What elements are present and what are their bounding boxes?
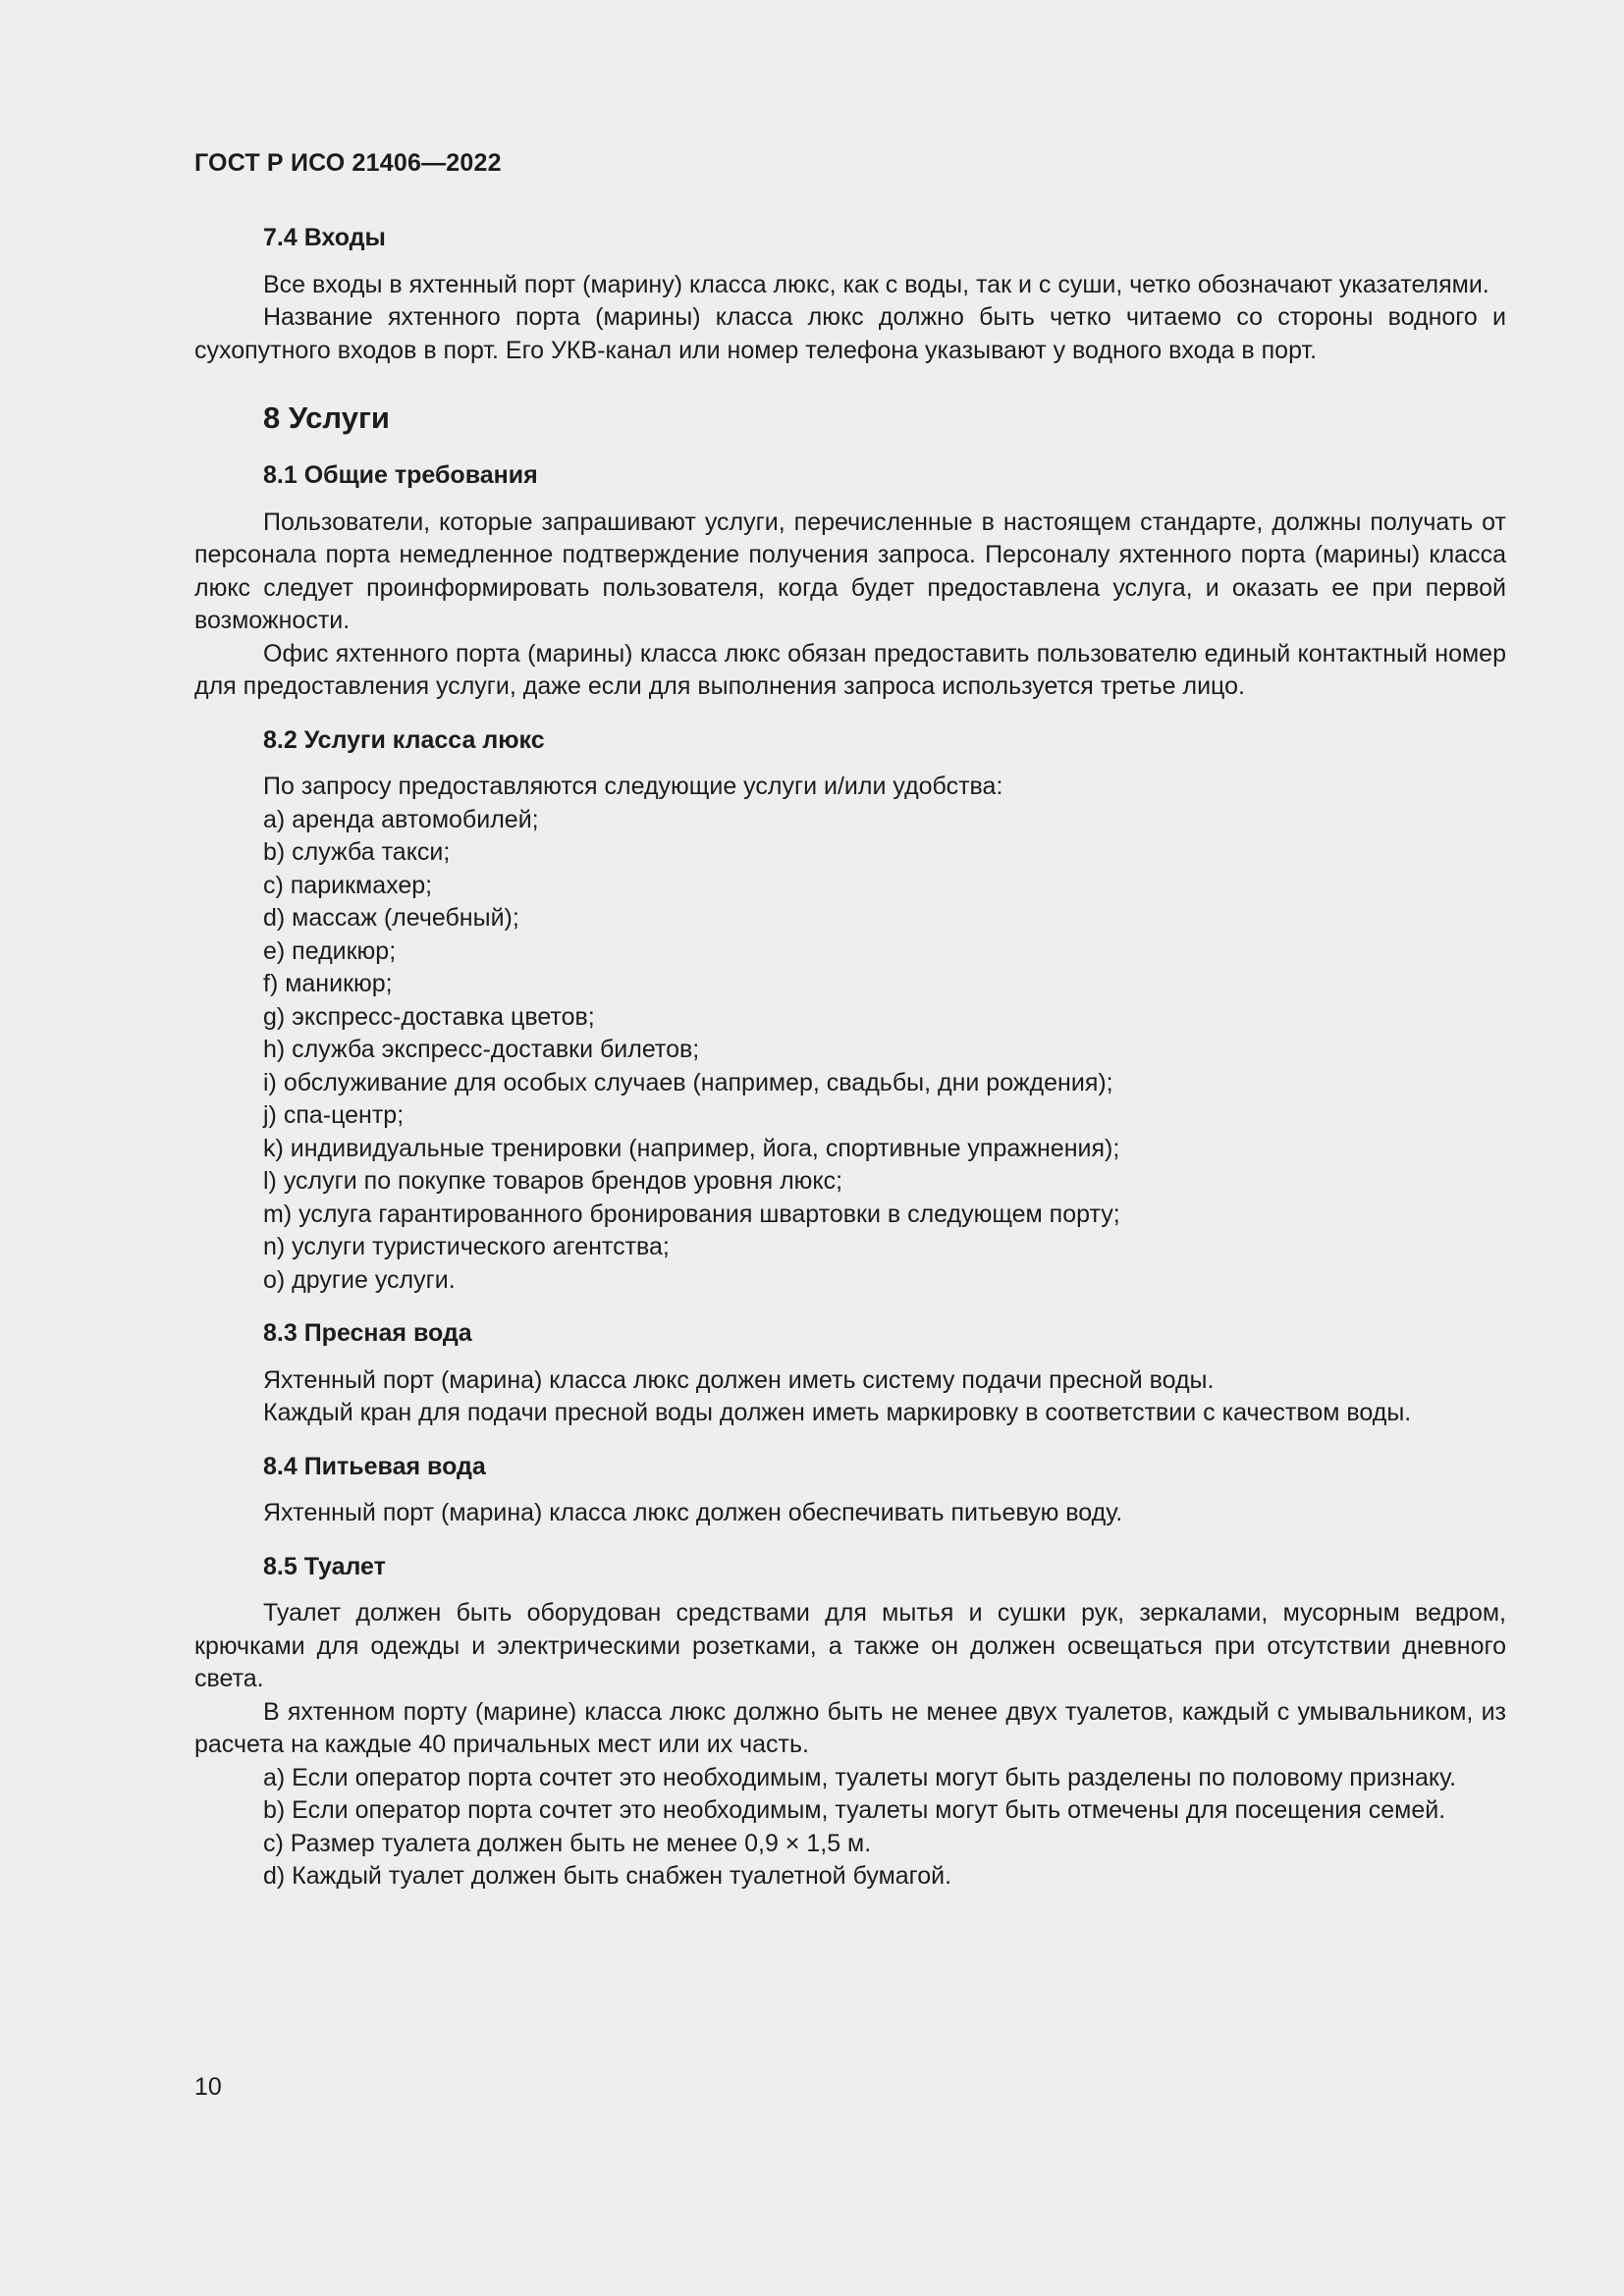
section-8-5-item-b: b) Если оператор порта сочтет это необходимым, туалеты могут быть отмечены для посещения семей. — [263, 1796, 1446, 1824]
document-body — [194, 222, 1506, 1894]
list-item: f) маникюр; — [263, 970, 393, 997]
list-item: g) экспресс-доставка цветов; — [263, 1002, 595, 1031]
list-item: l) услуги по покупке товаров брендов уровня люкс; — [263, 1167, 843, 1195]
section-8-2-title: 8.2 Услуги класса люкс — [263, 725, 545, 754]
section-8-1-title: 8.1 Общие требования — [263, 461, 538, 489]
section-8-5-paragraph-1: Туалет должен быть оборудован средствами для мытья и сушки рук, зеркалами, мусорным ведром, крючками для одежды и электрическими розетками, а также он должен освещаться при отсутствии дневного света. — [194, 1599, 1506, 1692]
list-item: b) служба такси; — [263, 838, 451, 866]
document-header: ГОСТ Р ИСО 21406—2022 — [194, 149, 502, 177]
section-8-1-paragraph-2: Офис яхтенного порта (марины) класса люкс обязан предоставить пользователю единый контактный номер для предоставления услуги, даже если для выполнения запроса используется третье лицо. — [194, 639, 1506, 700]
section-8-5-paragraph-2: В яхтенном порту (марине) класса люкс должно быть не менее двух туалетов, каждый с умывальником, из расчета на каждые 40 причальных мест или их часть. — [194, 1697, 1506, 1758]
section-8-5-title: 8.5 Туалет — [263, 1552, 386, 1580]
list-item: e) педикюр; — [263, 936, 397, 965]
list-item: i) обслуживание для особых случаев (например, свадьбы, дни рождения); — [263, 1068, 1113, 1096]
section-7-4-paragraph-2: Название яхтенного порта (марины) класса люкс должно быть четко читаемо со стороны водного и сухопутного входов в порт. Его УКВ-канал или номер телефона указывают у водного входа в порт. — [194, 303, 1506, 364]
list-item: a) аренда автомобилей; — [263, 805, 539, 833]
list-item: d) массаж (лечебный); — [263, 904, 519, 932]
list-item: j) спа-центр; — [263, 1101, 405, 1129]
section-8-2-intro: По запросу предоставляются следующие услуги и/или удобства: — [263, 773, 1003, 800]
document-page — [194, 0, 1506, 2296]
section-8-5-item-c: c) Размер туалета должен быть не менее 0,9 × 1,5 м. — [263, 1829, 872, 1857]
list-item: c) парикмахер; — [263, 871, 433, 899]
list-item: m) услуга гарантированного бронирования швартовки в следующем порту; — [263, 1200, 1120, 1228]
section-7-4-paragraph-1: Все входы в яхтенный порт (марину) класса люкс, как с воды, так и с суши, четко обозначают указателями. — [263, 270, 1489, 298]
list-item: o) другие услуги. — [263, 1265, 456, 1294]
section-8-4-paragraph-1: Яхтенный порт (марина) класса люкс должен обеспечивать питьевую воду. — [263, 1499, 1123, 1526]
list-item: k) индивидуальные тренировки (например, йога, спортивные упражнения); — [263, 1134, 1120, 1162]
section-8-5-item-d: d) Каждый туалет должен быть снабжен туалетной бумагой. — [263, 1862, 952, 1890]
list-item: n) услуги туристического агентства; — [263, 1233, 670, 1260]
section-7-4-title: 7.4 Входы — [263, 224, 386, 251]
section-8-3-paragraph-1: Яхтенный порт (марина) класса люкс должен иметь систему подачи пресной воды. — [263, 1365, 1215, 1394]
section-8-5-item-a: a) Если оператор порта сочтет это необходимым, туалеты могут быть разделены по половому признаку. — [263, 1763, 1457, 1791]
section-8-3-paragraph-2: Каждый кран для подачи пресной воды должен иметь маркировку в соответствии с качеством воды. — [263, 1399, 1412, 1426]
page-number: 10 — [194, 2073, 222, 2101]
section-8-1-paragraph-1: Пользователи, которые запрашивают услуги, перечисленные в настоящем стандарте, должны получать от персонала порта немедленное подтверждение получения запроса. Персоналу яхтенного порта (марины) класса люкс следует проинформировать пользователя, когда будет предоставлена услуга, и оказать ее при первой возможности. — [194, 507, 1506, 634]
services-list — [194, 804, 1506, 1298]
section-8-title: 8 Услуги — [263, 400, 390, 435]
section-8-3-title: 8.3 Пресная вода — [263, 1319, 472, 1347]
list-item: h) служба экспресс-доставки билетов; — [263, 1036, 700, 1063]
section-8-4-title: 8.4 Питьевая вода — [263, 1452, 486, 1480]
